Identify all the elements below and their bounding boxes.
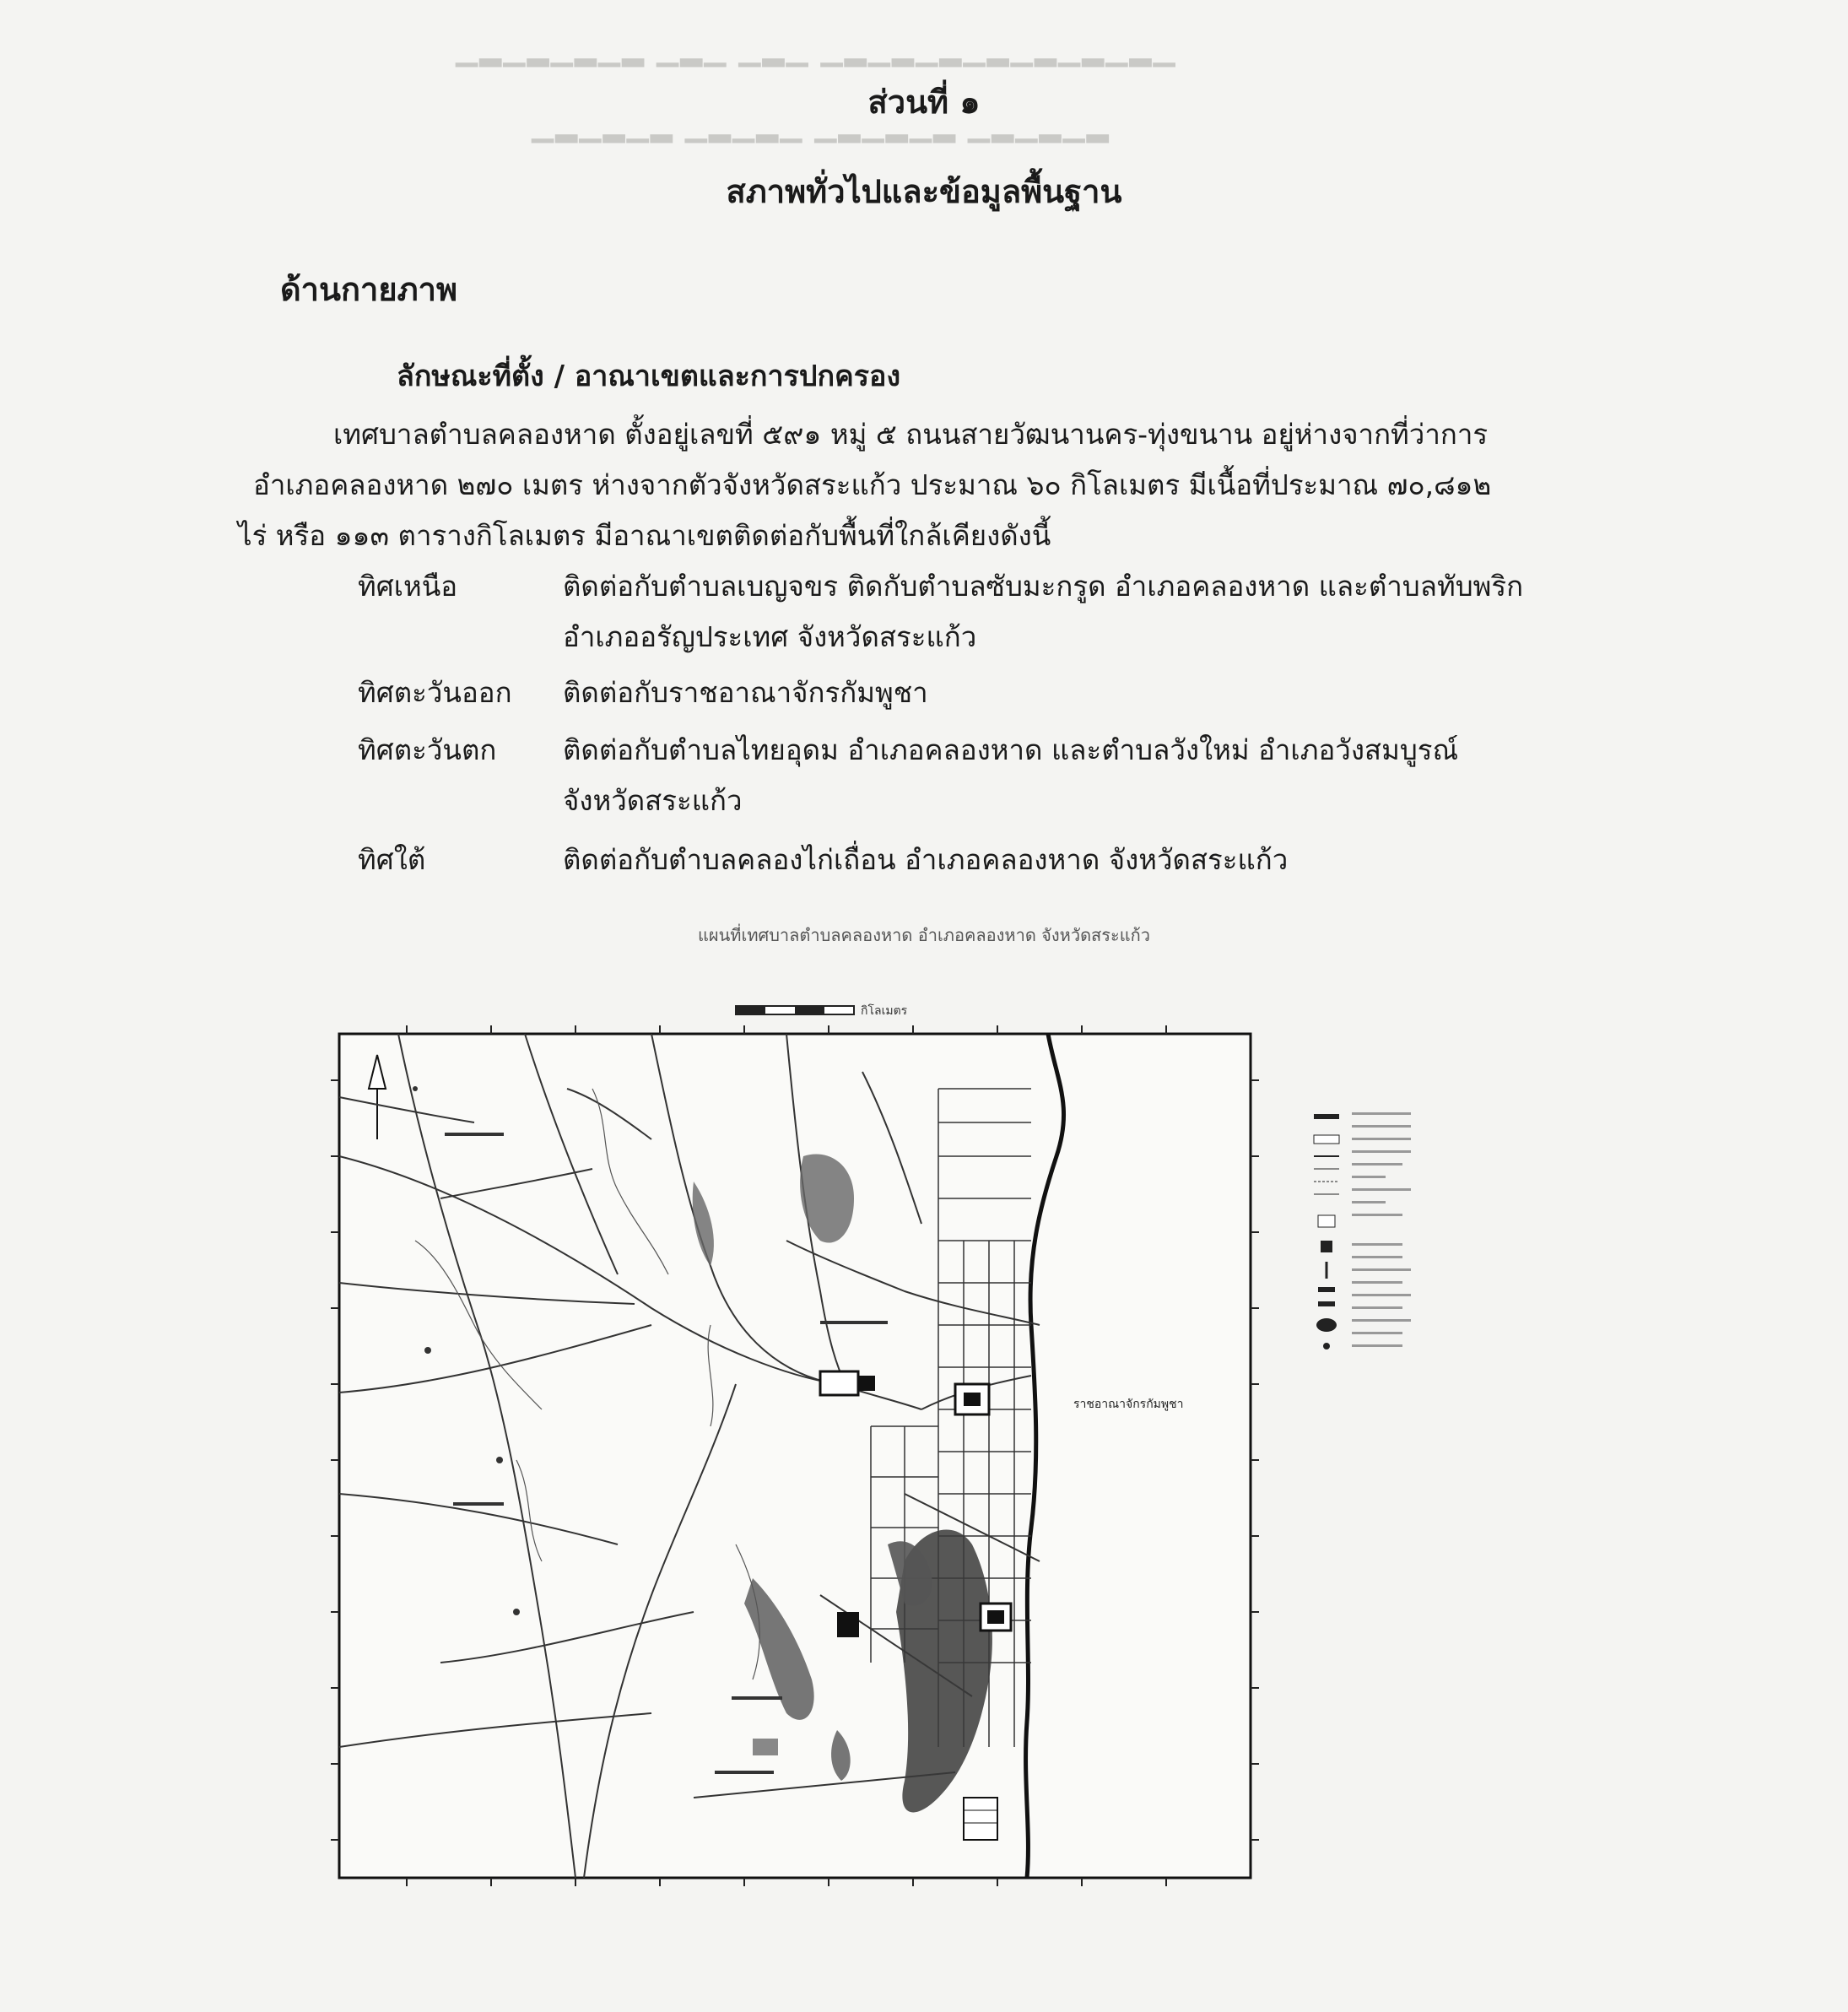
- municipality-map: [314, 987, 1411, 1892]
- map-legend: [1314, 1112, 1411, 1349]
- section-title: สภาพทั่วไปและข้อมูลพื้นฐาน: [726, 173, 1122, 210]
- boundary-south-label: ทิศใต้: [358, 843, 426, 876]
- bleed-through-text: ▁▂▁▂▁▂ ▁▂▁▂▁ ▁▂▁▂▁▂ ▁▂▁▂▁▂: [532, 110, 1110, 143]
- boundary-north-text: อำเภออรัญประเทศ จังหวัดสระแก้ว: [563, 620, 977, 653]
- map-frame: [339, 1034, 1251, 1878]
- boundary-west-text: ติดต่อกับตำบลไทยอุดม อำเภอคลองหาด และตำบลวังใหม่ อำเภอวังสมบูรณ์: [563, 733, 1459, 766]
- boundary-west-label: ทิศตะวันตก: [358, 733, 497, 766]
- paragraph-line: อำเภอคลองหาด ๒๗๐ เมตร ห่างจากตัวจังหวัดสระแก้ว ประมาณ ๖๐ กิโลเมตร มีเนื้อที่ประมาณ ๗๐,๘๑๒: [253, 468, 1492, 501]
- boundary-east-label: ทิศตะวันออก: [358, 676, 512, 709]
- subheading-location: ลักษณะที่ตั้ง / อาณาเขตและการปกครอง: [397, 360, 901, 393]
- heading-physical: ด้านกายภาพ: [280, 271, 458, 308]
- boundary-south-text: ติดต่อกับตำบลคลองไก่เถื่อน อำเภอคลองหาด จังหวัดสระแก้ว: [563, 843, 1289, 876]
- scale-unit: กิโลเมตร: [861, 1004, 908, 1018]
- scale-bar: [736, 1003, 908, 1018]
- boundary-north-label: ทิศเหนือ: [358, 570, 458, 603]
- bleed-through-text: ▁▂▁▂▁▂▁▂ ▁▂▁ ▁▂▁ ▁▂▁▂▁▂▁▂▁▂▁▂▁▂▁: [456, 34, 1177, 68]
- map-label-cambodia: ราชอาณาจักรกัมพูชา: [1073, 1398, 1184, 1411]
- paragraph-line: เทศบาลตำบลคลองหาด ตั้งอยู่เลขที่ ๕๙๑ หมู่ ๕ ถนนสายวัฒนานคร-ทุ่งขนาน อยู่ห่างจากที่ว่าการ: [333, 418, 1489, 451]
- boundary-west-text: จังหวัดสระแก้ว: [563, 784, 743, 817]
- boundary-north-text: ติดต่อกับตำบลเบญจขร ติดกับตำบลซับมะกรูด อำเภอคลองหาด และตำบลทับพริก: [563, 570, 1524, 603]
- boundary-east-text: ติดต่อกับราชอาณาจักรกัมพูชา: [563, 676, 928, 709]
- map-caption: แผนที่เทศบาลตำบลคลองหาด อำเภอคลองหาด จังหวัดสระแก้ว: [698, 925, 1150, 945]
- paragraph-line: ไร่ หรือ ๑๑๓ ตารางกิโลเมตร มีอาณาเขตติดต่อกับพื้นที่ใกล้เคียงดังนี้: [238, 519, 1051, 552]
- part-title: ส่วนที่ ๑: [867, 84, 981, 121]
